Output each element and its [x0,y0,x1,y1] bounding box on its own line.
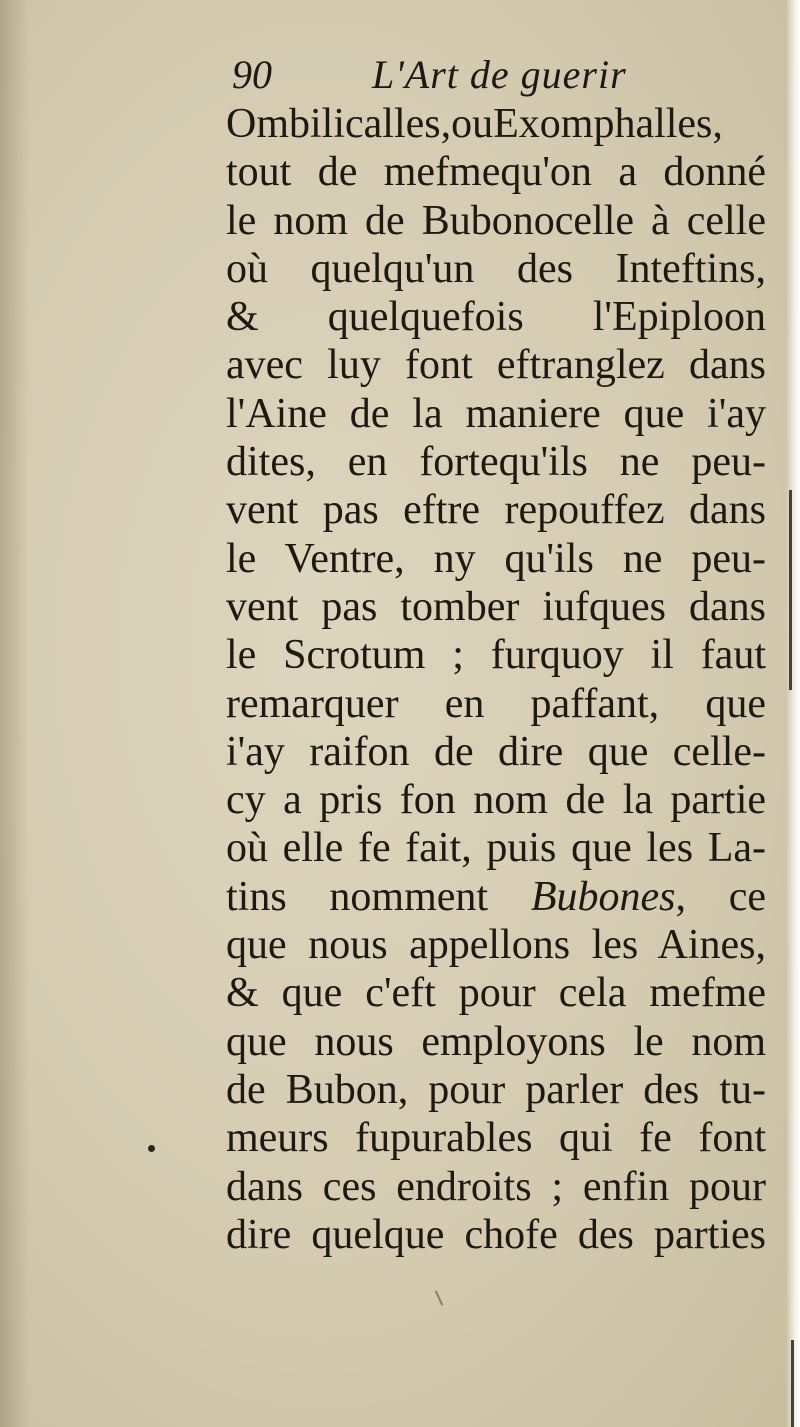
page-fold-shadow [0,0,30,1427]
text-line: Ombilicalles,ouExomphalles, [226,101,723,147]
italic-word: Bubones [530,873,676,920]
page-edge-mark-lower [791,1340,794,1427]
text-line-mixed [226,873,766,921]
text-line: que nous employons le nom [226,1018,766,1065]
text-segment: tins nomment [226,873,489,920]
text-line: dire quelque chofe des parties [226,1211,766,1258]
running-title: L'Art de guerir [372,52,627,97]
text-line: dans ces endroits ; enfin pour [226,1163,766,1210]
ink-dot [148,1145,155,1152]
text-line: où quelqu'un des Inteftins, [226,245,766,292]
page-right-edge [786,0,800,1427]
text-line: remarquer en paffant, que [226,680,766,727]
text-line: l'Aine de la maniere que i'ay [226,390,766,437]
text-line: & quelquefois l'Epiploon [226,294,766,341]
text-line: i'ay raifon de dire que celle- [226,728,766,775]
paper-speck [435,1290,444,1305]
text-line: le Ventre, ny qu'ils ne peu- [226,535,766,582]
text-line: le nom de Bubonocelle à celle [226,197,766,244]
page-edge-mark [789,490,792,690]
text-line: vent pas eftre repouffez dans [226,487,766,534]
text-line: avec luy font eftranglez dans [226,342,766,389]
text-line: vent pas tomber iufques dans [226,583,766,630]
text-line: où elle fe fait, puis que les La- [226,825,766,872]
text-line: que nous appellons les Aines, [226,922,766,969]
text-line: de Bubon, pour parler des tu- [226,1066,766,1113]
body-text [226,100,766,1259]
running-header [232,52,772,98]
text-line: dites, en fortequ'ils ne peu- [226,439,766,486]
text-segment: , ce [675,873,766,920]
text-line: tout de mefmequ'on a donné [226,149,766,196]
text-line: le Scrotum ; furquoy il faut [226,632,766,679]
text-line: meurs fupurables qui fe font [226,1115,766,1162]
text-line: & que c'eft pour cela mefme [226,970,766,1017]
page-number: 90 [232,52,272,97]
text-line: cy a pris fon nom de la partie [226,777,766,824]
